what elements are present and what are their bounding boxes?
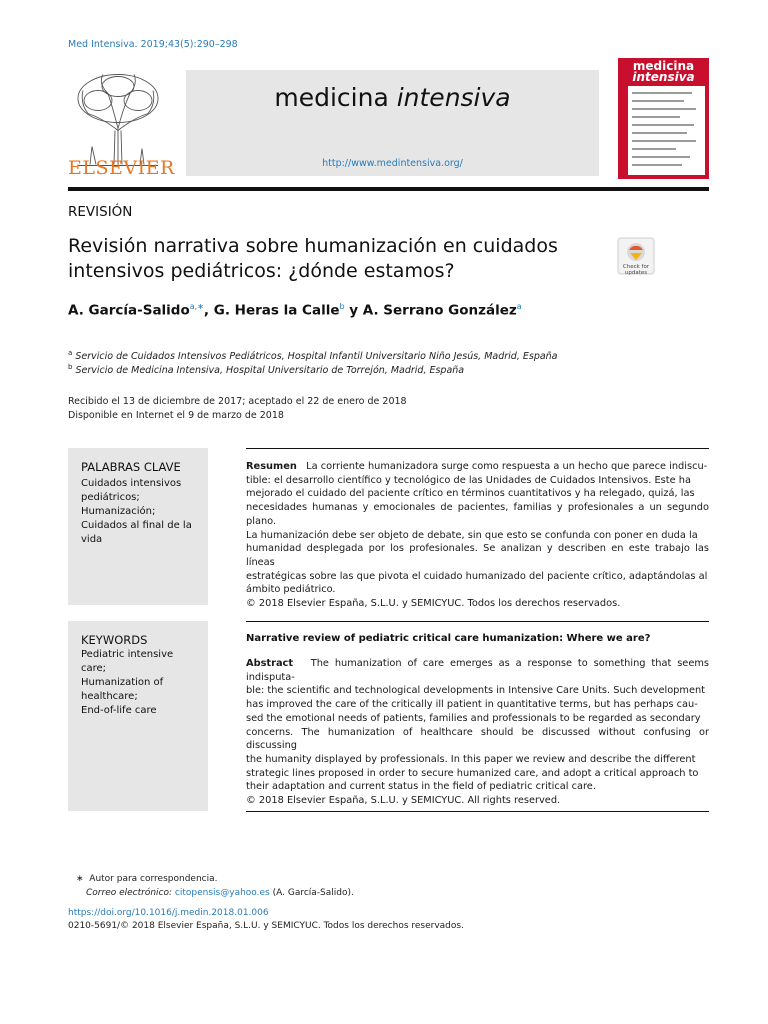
abstract-line: tible: el desarrollo científico y tecnológico de las Unidades de Cuidados Intensivos. Este ha [246, 474, 691, 486]
affiliation-text: Servicio de Medicina Intensiva, Hospital Universitario de Torrejón, Madrid, España [75, 365, 465, 377]
email-note [86, 888, 354, 898]
abstract-line: concerns. The humanization of healthcare should be discussed without confusing or discussing [246, 726, 709, 752]
journal-name-plain: medicina [274, 83, 389, 112]
keyword-line: Cuidados al final de la [81, 520, 192, 531]
received-dates: Recibido el 13 de diciembre de 2017; aceptado el 22 de enero de 2018 [68, 396, 407, 407]
abstract-label: Resumen [246, 461, 297, 472]
email-label: Correo electrónico: [86, 888, 173, 898]
keywords-heading: PALABRAS CLAVE [81, 460, 181, 474]
abstract-line [246, 657, 709, 684]
keywords-box-es [68, 448, 208, 605]
author-separator: y [344, 302, 363, 319]
author-affil-marker[interactable]: a,∗ [189, 302, 204, 311]
cover-contents-panel [628, 86, 705, 175]
abstract-line: ámbito pediátrico. [246, 584, 336, 596]
abstract-en-top-rule [246, 621, 709, 622]
abstract-en [246, 657, 709, 808]
author-name: A. Serrano González [362, 302, 517, 319]
abstract-top-rule [246, 448, 709, 449]
author-name: A. García-Salido [68, 302, 190, 319]
check-for-updates-label: Check for updates [622, 264, 650, 276]
cover-title-plain: medicina [632, 59, 695, 73]
author-list [68, 302, 522, 319]
abstract-bottom-rule [246, 811, 709, 812]
abstract-line: necesidades humanas y emocionales de pacientes, familias y profesionales a un segundo plano. [246, 502, 709, 527]
abstract-line: ble: the scientific and technological developments in Intensive Care Units. Such development [246, 685, 706, 697]
corresponding-author-note [76, 874, 217, 884]
abstract-line: the humanity displayed by professionals. In this paper we review and describe the different [246, 753, 696, 765]
keyword-line: End-of-life care [81, 705, 157, 716]
keyword-line: Humanización; [81, 506, 156, 517]
abstract-es [246, 460, 709, 611]
english-title: Narrative review of pediatric critical care humanization: Where we are? [246, 633, 651, 644]
affiliation-marker: a [68, 349, 73, 357]
abstract-line: humanidad desplegada por los profesionales. Se analizan y describen en este trabajo las líneas [246, 543, 709, 568]
email-link[interactable]: citopensis@yahoo.es [174, 888, 270, 898]
doi-note [68, 908, 269, 918]
author-affil-marker[interactable]: a [516, 302, 522, 311]
journal-citation: Med Intensiva. 2019;43(5):290–298 [68, 39, 238, 50]
email-owner: (A. García-Salido). [272, 888, 354, 898]
author-separator: , [203, 302, 214, 319]
header-rule [68, 187, 709, 191]
keyword-line: vida [81, 534, 103, 545]
publisher-name: ELSEVIER [68, 157, 175, 179]
journal-name-italic: intensiva [396, 83, 511, 112]
keyword-line: Humanization of [81, 677, 164, 688]
author-name: G. Heras la Calle [213, 302, 340, 319]
abstract-label: Abstract [246, 658, 294, 669]
keyword-line: healthcare; [81, 691, 138, 702]
corresponding-text: Autor para correspondencia. [89, 874, 218, 884]
affiliation-text: Servicio de Cuidados Intensivos Pediátricos, Hospital Infantil Universitario Niño Jesús, Madrid, España [75, 351, 558, 363]
journal-banner [186, 70, 599, 176]
keyword-line: Cuidados intensivos [81, 478, 182, 489]
abstract-line: estratégicas sobre las que pivota el cuidado humanizado del paciente crítico, adaptándolas al [246, 570, 708, 582]
keyword-line: care; [81, 663, 107, 674]
keywords-box-en [68, 621, 208, 811]
copyright-note: 0210-5691/© 2018 Elsevier España, S.L.U. y SEMICYUC. Todos los derechos reservados. [68, 921, 464, 931]
online-date: Disponible en Internet el 9 de marzo de 2018 [68, 410, 284, 421]
title-line-2: intensivos pediátricos: ¿dónde estamos? [68, 260, 455, 282]
keyword-line: pediátricos; [81, 492, 140, 503]
affiliation-marker: b [68, 363, 73, 371]
keywords-heading: KEYWORDS [81, 633, 148, 647]
abstract-copyright: © 2018 Elsevier España, S.L.U. y SEMICYUC. All rights reserved. [246, 795, 561, 807]
abstract-line: La humanización debe ser objeto de debate, sin que esto se confunda con poner en duda la [246, 529, 698, 541]
journal-url-link[interactable]: http://www.medintensiva.org/ [322, 158, 463, 169]
doi-link[interactable]: https://doi.org/10.1016/j.medin.2018.01.006 [68, 908, 269, 918]
abstract-copyright: © 2018 Elsevier España, S.L.U. y SEMICYUC. Todos los derechos reservados. [246, 598, 621, 610]
keyword-line: Pediatric intensive [81, 649, 174, 660]
cover-title [618, 61, 709, 83]
abstract-line [246, 460, 709, 474]
abstract-line: sed the emotional needs of patients, families and professionals to be regarded as secondary [246, 712, 701, 724]
abstract-line: strategic lines proposed in order to secure humanized care, and adopt a critical approach to [246, 767, 699, 779]
author-affil-marker[interactable]: b [339, 302, 345, 311]
article-title [68, 234, 568, 284]
title-line-1: Revisión narrativa sobre humanización en cuidados [68, 235, 558, 257]
journal-cover-thumbnail [618, 58, 709, 179]
abstract-text: La corriente humanizadora surge como respuesta a un hecho que parece indiscu- [306, 461, 708, 472]
affiliation [68, 349, 558, 362]
abstract-line: their adaptation and current status in the field of pediatric critical care. [246, 781, 596, 793]
article-section: REVISIÓN [68, 204, 133, 220]
footnote-marker: ∗ [76, 874, 84, 884]
abstract-text: The humanization of care emerges as a response to something that seems indisputa- [246, 658, 710, 683]
cover-title-italic: intensiva [632, 70, 695, 84]
abstract-line: has improved the care of the critically ill patient in quantitative terms, but has perhaps cau- [246, 699, 698, 711]
affiliation [68, 363, 464, 376]
journal-name [186, 83, 599, 112]
abstract-line: mejorado el cuidado del paciente crítico en términos cuantitativos y ha relegado, quizá, las [246, 488, 695, 500]
